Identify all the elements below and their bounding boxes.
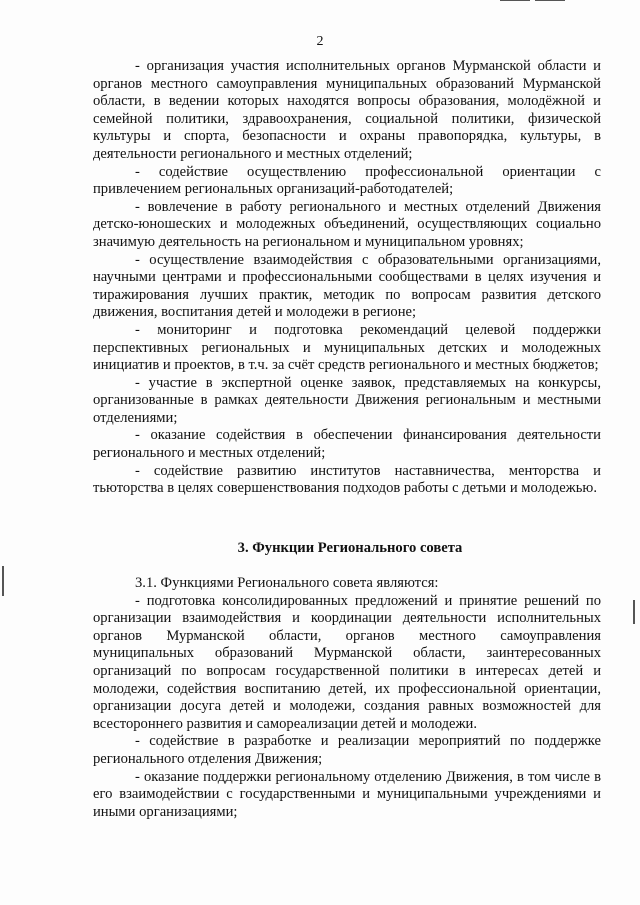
section-body bbox=[93, 575, 601, 821]
paragraph: - содействие осуществлению профессиональной ориентации с привлечением региональных организаций-работодателей; bbox=[93, 163, 601, 198]
paragraph: - оказание содействия в обеспечении финансирования деятельности регионального и местных отделений; bbox=[93, 427, 601, 462]
section-title: 3. Функции Регионального совета bbox=[237, 540, 463, 556]
function-item: - оказание поддержки региональному отделению Движения, в том числе в его взаимодействии с государственными и муниципальными учреждениями и иными организациями; bbox=[93, 768, 601, 820]
paragraph: - осуществление взаимодействия с образовательными организациями, научными центрами и профессиональными сообществами в целях изучения и тиражирования лучших практик, методик по вопросам развития детского движения, воспитания детей и молодежи в регионе; bbox=[93, 251, 601, 321]
paragraph: - вовлечение в работу регионального и местных отделений Движения детско-юношеских и молодежных объединений, осуществляющих социально значимую деятельность на региональном и муниципальном уровнях; bbox=[93, 198, 601, 250]
body-text-top bbox=[93, 58, 601, 498]
scan-artifact-left-edge bbox=[2, 566, 4, 596]
function-item: - подготовка консолидированных предложений и принятие решений по организации взаимодействия и координации деятельности исполнительных органов Мурманской области, органов местного самоуправления муниципальных образований Мурманской области, заинтересованных организаций по вопросам государственной политики в интересах детей и молодежи, содействия воспитанию детей, их профессиональной ориентации, организации досуга детей и молодежи, создания равных возможностей для всестороннего развития и самореализации детей и молодежи. bbox=[93, 592, 601, 732]
function-item: - содействие в разработке и реализации мероприятий по поддержке регионального отделения Движения; bbox=[93, 733, 601, 767]
scan-artifact-top-right-2 bbox=[535, 0, 565, 1]
paragraph: - участие в экспертной оценке заявок, представляемых на конкурсы, организованные в рамках деятельности Движения региональным и местными отделениями; bbox=[93, 374, 601, 426]
paragraph: - организация участия исполнительных органов Мурманской области и органов местного самоуправления муниципальных образований Мурманской области, в ведении которых находятся вопросы образования, молодёжной и семейной политики, здравоохранения, социальной политики, физической культуры и спорта, безопасности и охраны правопорядка, культуры, в деятельности регионального и местных отделений; bbox=[93, 58, 601, 162]
page-number: 2 bbox=[316, 34, 324, 49]
paragraph: - содействие развитию институтов наставничества, менторства и тьюторства в целях совершенствования подходов работы с детьми и молодежью. bbox=[93, 462, 601, 497]
scan-artifact-right-edge bbox=[633, 600, 635, 624]
paragraph: - мониторинг и подготовка рекомендаций целевой поддержки перспективных региональных и муниципальных детских и молодежных инициатив и проектов, в т.ч. за счёт средств регионального и местных бюджетов; bbox=[93, 321, 601, 374]
clause-intro: 3.1. Функциями Регионального совета являются: bbox=[135, 575, 439, 591]
scan-artifact-top-right bbox=[500, 0, 530, 1]
